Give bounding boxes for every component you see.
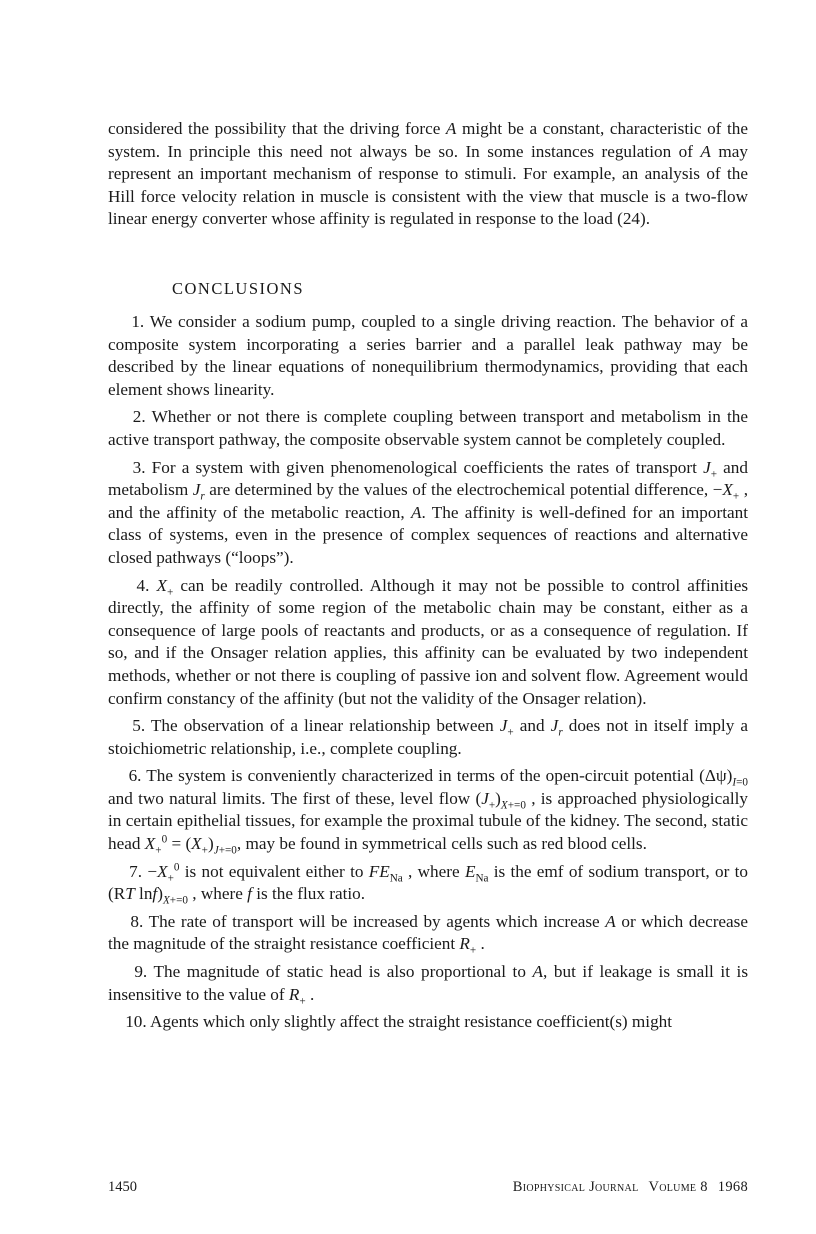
conclusion-item-4: 4. $X_+$ can be readily controlled. Although it may not be possible to control affinities directly, the affinity of some region of the metabolic chain may be constant, either as a consequence of large pools of reactants and products, or as a consequence of regulation. If so, and if the Onsager relation applies, this affinity can be evaluated by two independent methods, whether or not there is coupling of passive ion and solvent flow. Agreement would confirm constancy of the affinity (but not the validity of the Onsager relation).: [108, 575, 749, 708]
item-number: 6.: [128, 766, 142, 786]
conclusion-item-6: 6. The system is conveniently characterized in terms of the open-circuit potential $(\Delta\psi)_{I=0}$ and two natural limits. The first of these, level flow $(J_+)_{X+=0}$ , is approached physiologically in certain epithelial tissues, for example the proximal tubule of the kidney. The second, static head $X_+^0 = (X_+)_{J+=0}$, may be found in symmetrical cells such as red blood cells.: [108, 766, 749, 857]
item-number: 7.: [129, 861, 143, 881]
journal-volume: Volume 8: [648, 1179, 708, 1195]
item-text: Whether or not there is complete coupling between transport and metabolism in the active transport pathway, the composite observable system cannot be completely coupled.: [108, 407, 749, 449]
item-text: Agents which only slightly affect the straight resistance coefficient(s) might: [150, 1012, 673, 1032]
conclusion-item-5: 5. The observation of a linear relationship between $J_+$ and $J_r$ does not in itself imply a stoichiometric relationship, i.e., complete coupling.: [108, 716, 748, 758]
item-number: 10.: [125, 1012, 147, 1032]
intro-paragraph: considered the possibility that the driving force A might be a constant, characteristic of the system. In principle this need not always be so. In some instances regulation of A may represent an important mechanism of response to stimuli. For example, an analysis of the Hill force velocity relation in muscle is consistent with the view that muscle is a two-flow linear energy converter whose affinity is regulated in response to the load (24).: [108, 119, 748, 229]
journal-name: Biophysical Journal: [512, 1179, 639, 1195]
page-number: 1450: [108, 1179, 137, 1195]
item-number: 4.: [136, 575, 150, 595]
conclusion-item-8: 8. The rate of transport will be increased by agents which increase A or which decrease the magnitude of the straight resistance coefficient $R_+$ .: [108, 911, 749, 957]
conclusion-item-10: [108, 1011, 748, 1034]
running-head: [513, 1178, 748, 1196]
item-number: 9.: [134, 962, 148, 982]
section-heading: CONCLUSIONS: [172, 279, 305, 298]
conclusion-item-1: 1. We consider a sodium pump, coupled to a single driving reaction. The behavior of a composite system incorporating a series barrier and a parallel leak pathway may be described by the linear equations of nonequilibrium thermodynamics, providing that each element shows linearity.: [108, 312, 748, 399]
conclusion-item-2: [108, 406, 748, 451]
conclusion-item-9: 9. The magnitude of static head is also proportional to A, but if leakage is small it is insensitive to the value of $R_+$ .: [108, 962, 749, 1008]
item-number: 5.: [132, 716, 146, 736]
item-number: 2.: [132, 407, 146, 427]
conclusion-item-7: 7. $-X_+^0$ is not equivalent either to $FE_{Na}$ , where $E_{Na}$ is the emf of sodium transport, or to (RT $\ln f)_{X+=0}$ , where f is the flux ratio.: [108, 860, 748, 907]
item-number: 3.: [132, 457, 146, 477]
conclusions-list: [108, 311, 748, 1039]
conclusion-item-3: 3. For a system with given phenomenological coefficients the rates of transport $J_+$ and metabolism $J_r$ are determined by the values of the electrochemical potential difference, $-X_+$ , and the affinity of the metabolic reaction, A. The affinity is well-defined for an important class of systems, even in the presence of complex sequences of reactions and alternative closed pathways (“loops”).: [108, 457, 749, 567]
item-number: 1.: [131, 312, 145, 331]
item-number: 8.: [130, 911, 144, 931]
journal-year: 1968: [717, 1179, 748, 1195]
